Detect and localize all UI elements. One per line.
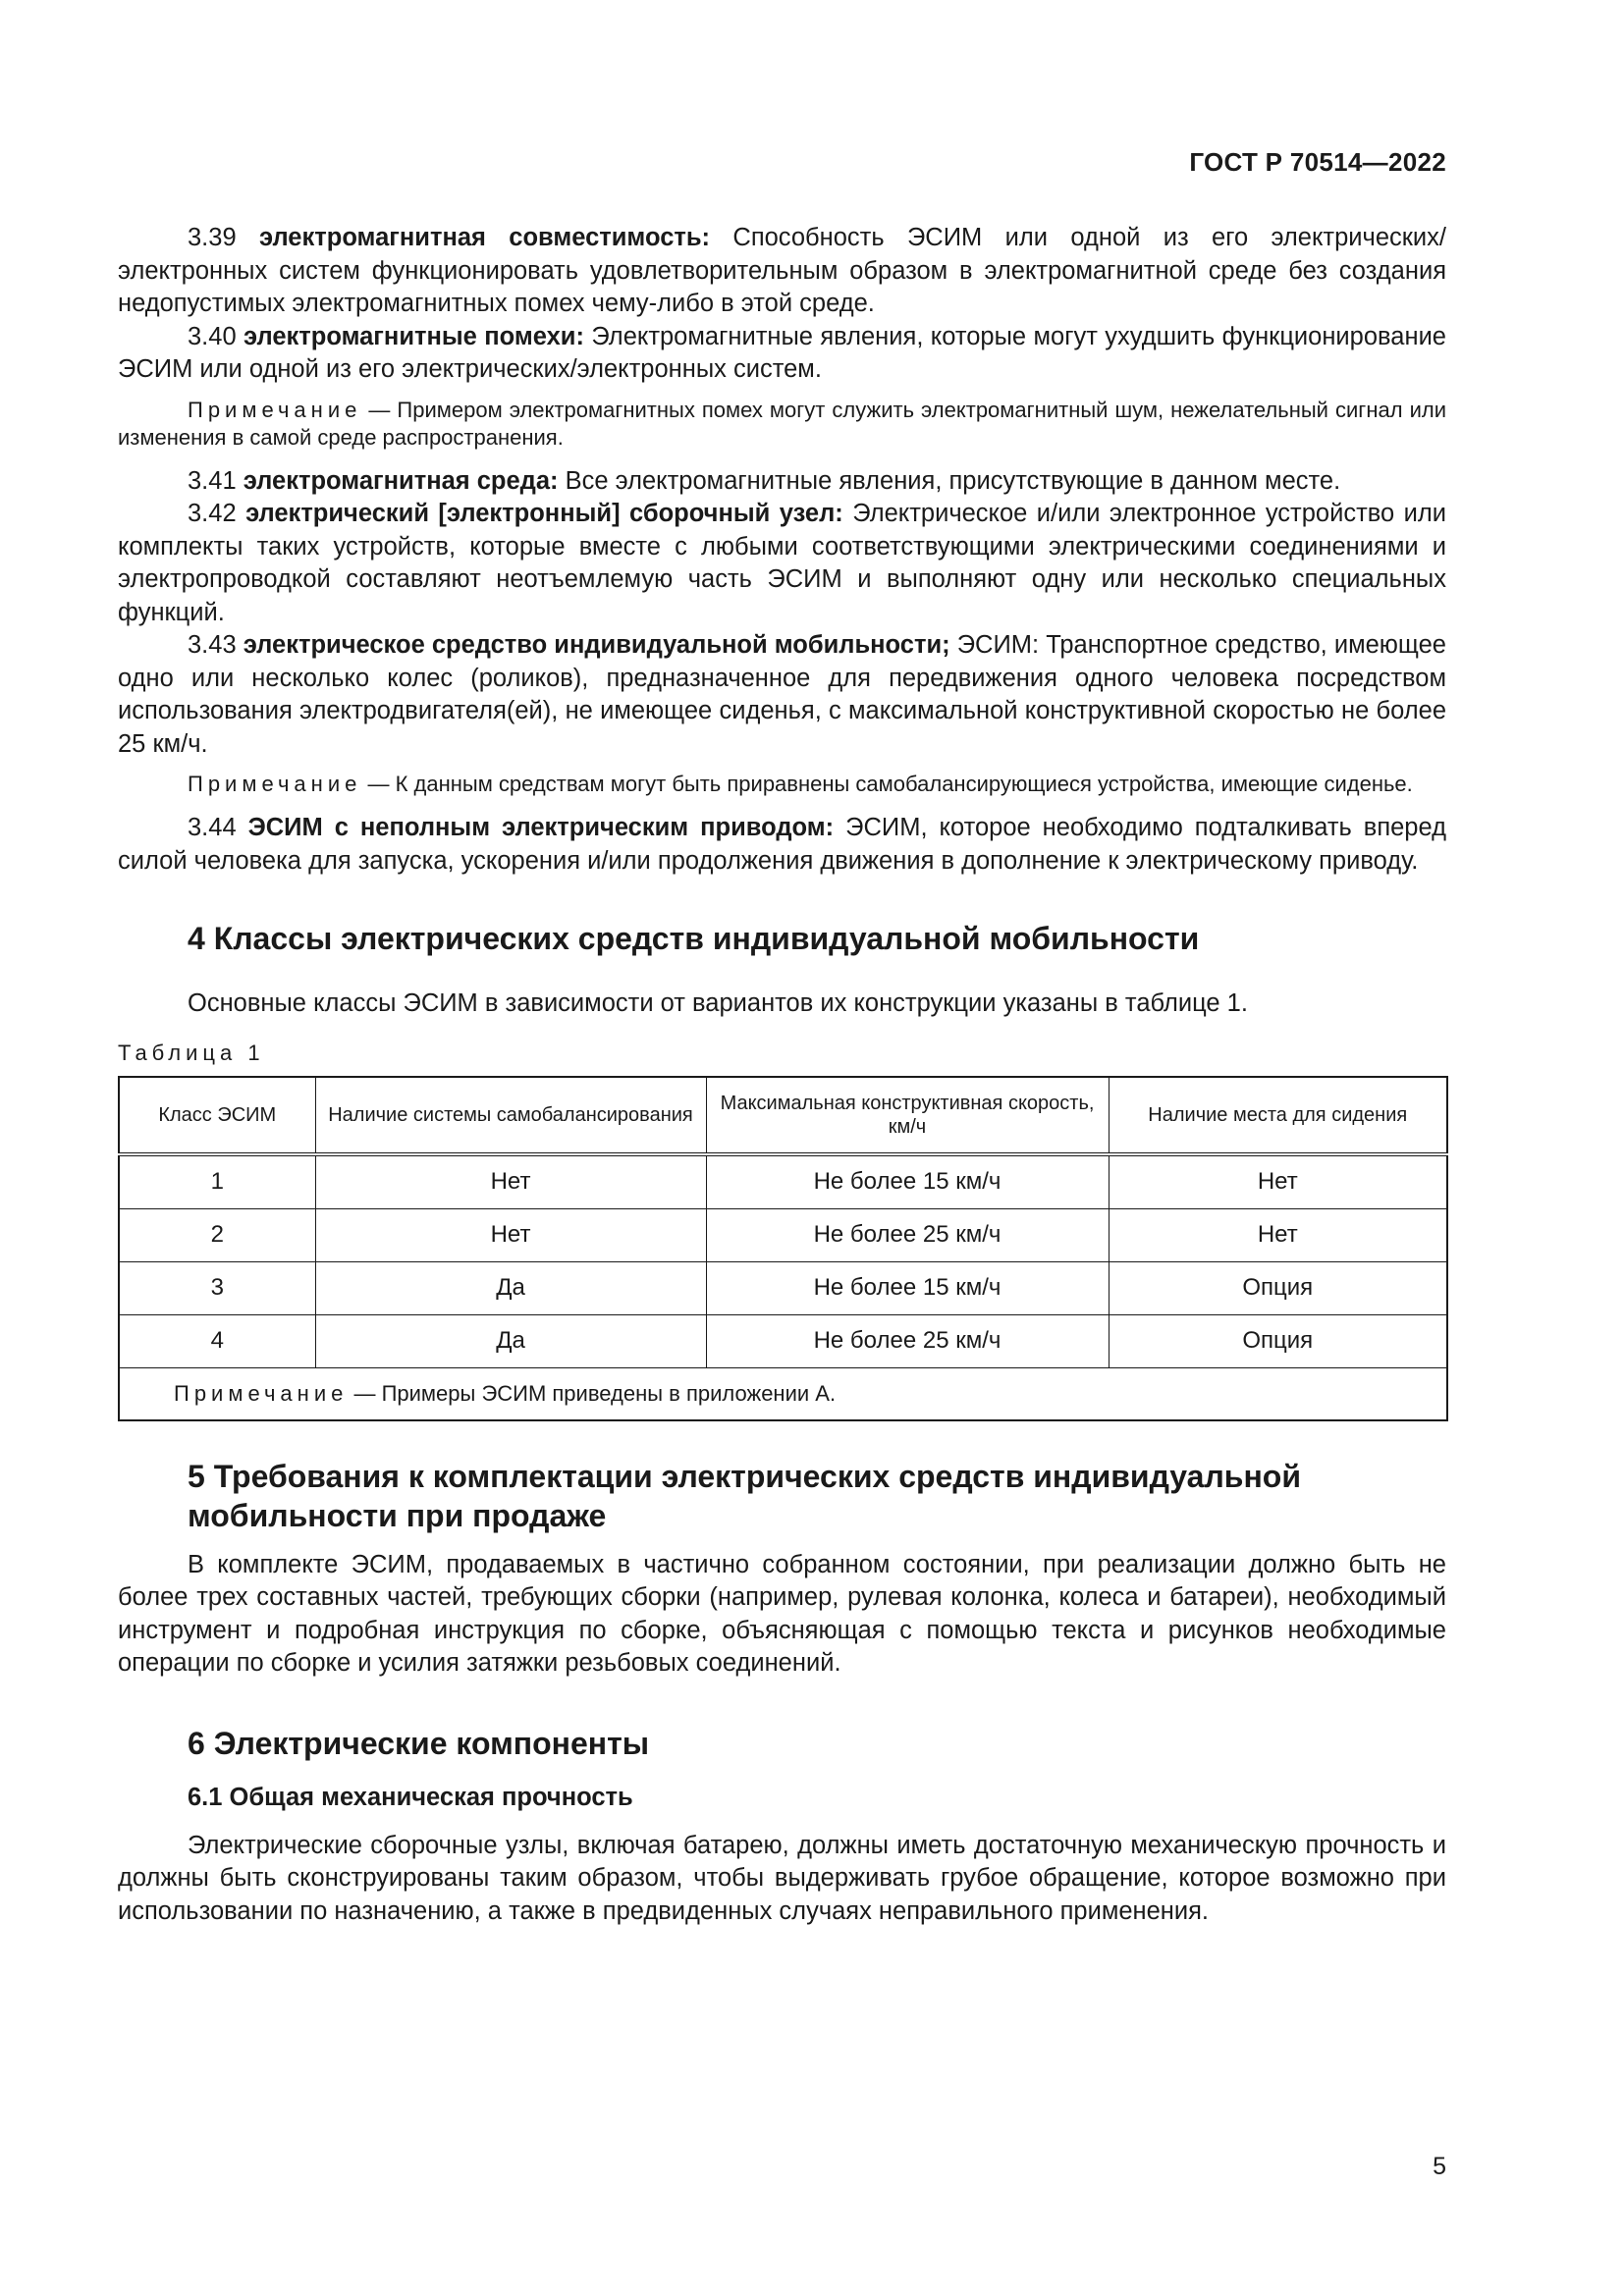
table-row: [119, 1261, 1447, 1314]
clause-term: электромагнитная совместимость:: [259, 224, 711, 251]
document-header: ГОСТ Р 70514—2022: [1189, 147, 1446, 177]
table-header-cell: Класс ЭСИМ: [119, 1077, 315, 1154]
clause-number: 3.43: [188, 631, 237, 659]
note-text: — Примером электромагнитных помех могут служить электромагнитный шум, нежелательный сигнал или изменения в самой среде распространения.: [118, 397, 1446, 450]
note-text: — К данным средствам могут быть приравнены самобалансирующиеся устройства, имеющие сиденье.: [367, 772, 1413, 796]
table-cell: 3: [119, 1261, 315, 1314]
section-5-title: 5 Требования к комплектации электрических средств индивидуальной мобильности при продаже: [188, 1458, 1301, 1533]
note-label: Примечание: [188, 397, 362, 422]
clause-text: Все электромагнитные явления, присутствующие в данном месте.: [565, 466, 1341, 495]
page-number: 5: [1433, 2153, 1446, 2180]
clause-3-42: [118, 498, 1446, 629]
table-note-text: — Примеры ЭСИМ приведены в приложении А.: [353, 1380, 837, 1406]
table-cell: 1: [119, 1154, 315, 1209]
table-cell: 4: [119, 1314, 315, 1367]
clause-text: Электрическое и/или электронное устройство или комплекты таких устройств, которые вместе с любыми соответствующими электрическими соединениями и электропроводкой составляют неотъемлемую часть ЭСИМ и выполняют одну или несколько специальных функций.: [118, 500, 1446, 626]
clause-3-40: [118, 321, 1446, 387]
clause-number: 3.44: [188, 814, 237, 841]
page-content: [118, 222, 1446, 1928]
table-header-cell: Наличие системы самобалансирования: [315, 1077, 706, 1154]
section-4-intro: Основные классы ЭСИМ в зависимости от вариантов их конструкции указаны в таблице 1.: [188, 989, 1248, 1017]
table-note-row: [119, 1367, 1447, 1420]
table-row: [119, 1208, 1447, 1261]
note-label: Примечание: [188, 772, 362, 796]
note-3-43: [118, 771, 1446, 798]
table-cell: Нет: [315, 1208, 706, 1261]
table-cell: Не более 25 км/ч: [706, 1208, 1109, 1261]
table-cell: Нет: [1109, 1154, 1447, 1209]
clause-text: Способность ЭСИМ или одной из его электрических/электронных систем функционировать удовлетворительным образом в электромагнитной среде без создания недопустимых электромагнитных помех чему-либо в этой среде.: [118, 224, 1446, 317]
section-6-title: 6 Электрические компоненты: [188, 1725, 650, 1761]
table-cell: Нет: [315, 1154, 706, 1209]
table-cell: Да: [315, 1261, 706, 1314]
clause-3-44: [118, 812, 1446, 878]
clause-3-41: [118, 465, 1446, 499]
clause-number: 3.39: [188, 224, 237, 251]
table-note-label: Примечание: [174, 1380, 349, 1406]
clause-number: 3.40: [188, 322, 237, 350]
section-4-title: 4 Классы электрических средств индивидуальной мобильности: [188, 921, 1200, 956]
table-cell: Опция: [1109, 1314, 1447, 1367]
clause-term: электрическое средство индивидуальной мобильности;: [243, 631, 950, 659]
clause-term: электрический [электронный] сборочный узел:: [245, 500, 843, 527]
section-5-text: В комплекте ЭСИМ, продаваемых в частично собранном состоянии, при реализации должно быть не более трех составных частей, требующих сборки (например, рулевая колонка, колеса и батареи), необходимый инструмент и подробная инструкция по сборке, объясняющая с помощью текста и рисунков необходимые операции по сборке и усилия затяжки резьбовых соединений.: [118, 1550, 1446, 1677]
table-cell: Да: [315, 1314, 706, 1367]
table-cell: 2: [119, 1208, 315, 1261]
table-row: [119, 1314, 1447, 1367]
table-caption: Таблица 1: [118, 1040, 265, 1065]
table-header-cell: Наличие места для сидения: [1109, 1077, 1447, 1154]
table-cell: Нет: [1109, 1208, 1447, 1261]
clause-number: 3.42: [188, 500, 237, 527]
clause-3-39: [118, 222, 1446, 321]
table-cell: Не более 25 км/ч: [706, 1314, 1109, 1367]
table-cell: Не более 15 км/ч: [706, 1261, 1109, 1314]
clause-text: ЭСИМ: Транспортное средство, имеющее одно или несколько колес (роликов), предназначенное для передвижения одного человека посредством использования электродвигателя(ей), не имеющее сиденья, с максимальной конструктивной скоростью не более 25 км/ч.: [118, 631, 1446, 758]
clause-text: ЭСИМ, которое необходимо подталкивать вперед силой человека для запуска, ускорения и/или продолжения движения в дополнение к электрическому приводу.: [118, 814, 1446, 875]
clause-term: электромагнитные помехи:: [244, 322, 584, 350]
subsection-6-1-text: Электрические сборочные узлы, включая батарею, должны иметь достаточную механическую прочность и должны быть сконструированы таким образом, чтобы выдерживать грубое обращение, которое возможно при использовании по назначению, а также в предвиденных случаях неправильного применения.: [118, 1831, 1446, 1925]
note-3-40: [118, 397, 1446, 452]
table-header-cell: Максимальная конструктивная скорость, км/ч: [706, 1077, 1109, 1154]
clause-term: ЭСИМ с неполным электрическим приводом:: [247, 814, 835, 841]
subsection-6-1-title: 6.1 Общая механическая прочность: [188, 1783, 633, 1811]
table-cell: Опция: [1109, 1261, 1447, 1314]
table-note: [119, 1367, 1447, 1420]
clause-3-43: [118, 629, 1446, 761]
table-row: [119, 1154, 1447, 1209]
clause-number: 3.41: [188, 466, 237, 495]
clause-text: Электромагнитные явления, которые могут ухудшить функционирование ЭСИМ или одной из его электрических/электронных систем.: [118, 322, 1446, 383]
table-header-row: [119, 1077, 1447, 1154]
classes-table: [118, 1076, 1448, 1421]
table-cell: Не более 15 км/ч: [706, 1154, 1109, 1209]
clause-term: электромагнитная среда:: [243, 466, 559, 495]
